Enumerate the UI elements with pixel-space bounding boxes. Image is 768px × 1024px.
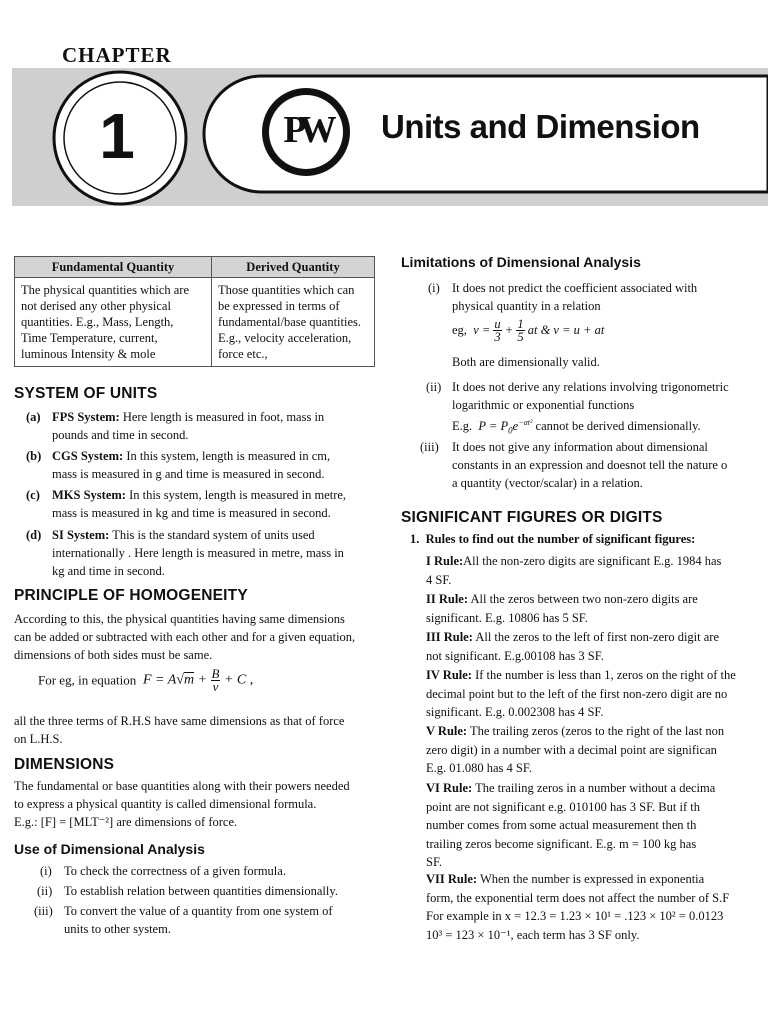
- para-line: to express a physical quantity is called dimensional formula.: [14, 797, 317, 811]
- item-name: MKS System:: [52, 488, 126, 502]
- item-text: internationally . Here length is measured in metre, mass in: [52, 546, 344, 560]
- cell-line: The physical quantities which are: [21, 283, 189, 297]
- homogeneity-conclusion: [14, 712, 384, 748]
- item-text: units to other system.: [64, 922, 171, 936]
- rule-name: V Rule:: [426, 724, 468, 738]
- item-text: constants in an expression and doesnot tell the nature o: [452, 458, 728, 472]
- para-line: dimensions of both sides must be same.: [14, 648, 213, 662]
- item-label: (c): [26, 488, 40, 502]
- item-text: physical quantity in a relation: [452, 299, 601, 313]
- item-name: CGS System:: [52, 449, 124, 463]
- cell-line: luminous Intensity & mole: [21, 347, 156, 361]
- item-text: To check the correctness of a given formula.: [64, 864, 286, 878]
- item-text: It does not derive any relations involving trigonometric: [452, 380, 729, 394]
- rule-text: form, the exponential term does not affect the number of S.F: [426, 890, 730, 905]
- rule-text: decimal point but to the left of the first non-zero digit are no: [426, 686, 728, 701]
- rule-text: SF.: [426, 855, 443, 869]
- chapter-number: 1: [99, 100, 135, 172]
- equation-prefix: For eg, in equation: [38, 672, 137, 688]
- rule-item: [426, 666, 768, 722]
- rule-item: [426, 552, 768, 589]
- use-of-analysis-heading: Use of Dimensional Analysis: [14, 841, 205, 857]
- para-line: all the three terms of R.H.S have same dimensions as that of force: [14, 714, 345, 728]
- item-text: To establish relation between quantities dimensionally.: [64, 884, 338, 898]
- rule-text: For example in x = 12.3 = 1.23 × 10¹ = .123 × 10² = 0.0123: [426, 909, 724, 923]
- item-text: This is the standard system of units used: [112, 528, 315, 542]
- rule-text: point are not significant e.g. 010100 has 3 SF. But if th: [426, 799, 700, 814]
- cell-line: fundamental/base quantities.: [218, 315, 362, 329]
- rule-item: [426, 870, 768, 944]
- item-label: (b): [26, 449, 42, 463]
- rule-text: All the zeros to the left of first non-zero digit are: [475, 630, 719, 644]
- item-label: (ii): [426, 380, 442, 394]
- rule-name: II Rule:: [426, 592, 469, 606]
- rule-item: [426, 590, 768, 627]
- table-cell-derived: [212, 278, 375, 367]
- item-text: pounds and time in second.: [52, 428, 189, 442]
- cell-line: quantities. E.g., Mass, Length,: [21, 315, 174, 329]
- cell-line: Those quantities which can: [218, 283, 355, 297]
- limitations-heading: Limitations of Dimensional Analysis: [401, 254, 641, 270]
- rule-item: [426, 779, 768, 872]
- list-item: [424, 279, 768, 315]
- rule-text: number comes from some actual measurement then th: [426, 818, 697, 832]
- item-label: (i): [40, 864, 52, 878]
- rule-text: The trailing zeros (zeros to the right of the last non: [470, 724, 725, 738]
- item-text: mass is measured in g and time is measured in second.: [52, 467, 325, 481]
- list-item: [420, 438, 768, 492]
- table-header-fundamental: Fundamental Quantity: [15, 257, 212, 278]
- rule-name: III Rule:: [426, 630, 473, 644]
- cell-line: Time Temperature, current,: [21, 331, 158, 345]
- rule-text: 4 SF.: [426, 572, 452, 587]
- para-line: E.g.: [F] = [MLT⁻²] are dimensions of force.: [14, 815, 238, 829]
- pw-logo-text: PW: [283, 109, 329, 151]
- item-text: It does not predict the coefficient associated with: [452, 281, 698, 295]
- rule-text: zero digit) in a number with a decimal point are significan: [426, 742, 717, 757]
- limitation-note: Both are dimensionally valid.: [452, 355, 600, 369]
- rule-text: 10³ = 123 × 10⁻¹, each term has 3 SF only.: [426, 927, 640, 942]
- item-text: mass is measured in kg and time is measured in second.: [52, 506, 331, 520]
- table-header-derived: Derived Quantity: [212, 257, 375, 278]
- rule-text: The trailing zeros in a number without a decima: [475, 781, 716, 795]
- homogeneity-heading: PRINCIPLE OF HOMOGENEITY: [14, 587, 248, 604]
- item-text: Here length is measured in foot, mass in: [122, 410, 325, 424]
- rule-name: IV Rule:: [426, 668, 472, 682]
- item-label: (d): [26, 528, 42, 542]
- list-item: [26, 486, 378, 522]
- list-item: [26, 447, 378, 483]
- item-label: (i): [428, 281, 440, 295]
- rule-name: VII Rule:: [426, 872, 478, 886]
- rule-item: [426, 722, 768, 778]
- cell-line: E.g., velocity acceleration,: [218, 331, 352, 345]
- para-line: can be added or subtracted with each other and for a given equation,: [14, 630, 356, 644]
- item-name: SI System:: [52, 528, 110, 542]
- rule-text: trailing zeros become significant. E.g. m = 100 kg has: [426, 836, 697, 851]
- rule-text: significant. E.g. 0.002308 has 4 SF.: [426, 705, 604, 719]
- equation-suffix: at & v = u + at: [527, 323, 605, 337]
- item-text: a quantity (vector/scalar) in a relation.: [452, 476, 643, 490]
- rule-item: [426, 628, 768, 665]
- item-text: logarithmic or exponential functions: [452, 398, 635, 412]
- intro-text: Rules to find out the number of significant figures:: [425, 532, 696, 546]
- item-label: (a): [26, 410, 41, 424]
- rule-text: All the zeros between two non-zero digits are: [470, 592, 698, 606]
- rule-text: All the non-zero digits are significant E.g. 1984 has: [463, 554, 722, 568]
- cell-line: force etc.,: [218, 347, 268, 361]
- item-label: (iii): [420, 440, 439, 454]
- significant-figures-heading: SIGNIFICANT FIGURES OR DIGITS: [401, 509, 663, 526]
- para-line: on L.H.S.: [14, 732, 63, 746]
- homogeneity-equation: For eg, in equation F = A√m + $\frac{B}{v}$ + C ,: [38, 666, 254, 694]
- example-prefix: E.g.: [452, 419, 473, 434]
- table-header-row: [15, 257, 375, 278]
- item-label: (ii): [37, 884, 53, 898]
- intro-number: 1.: [410, 532, 420, 546]
- rule-text: significant. E.g. 10806 has 5 SF.: [426, 610, 588, 625]
- system-of-units-heading: SYSTEM OF UNITS: [14, 385, 158, 402]
- cell-line: not derised any other physical: [21, 299, 171, 313]
- dimensions-paragraph: [14, 777, 384, 831]
- item-name: FPS System:: [52, 410, 120, 424]
- table-cell-fundamental: [15, 278, 212, 367]
- rule-name: VI Rule:: [426, 781, 473, 795]
- item-text: In this system, length is measured in metre,: [129, 488, 347, 502]
- item-label: (iii): [34, 904, 53, 918]
- para-line: The fundamental or base quantities along with their powers needed: [14, 779, 350, 793]
- para-line: According to this, the physical quantities having same dimensions: [14, 612, 345, 626]
- rule-text: If the number is less than 1, zeros on the right of the: [475, 668, 736, 682]
- item-text: To convert the value of a quantity from one system of: [64, 904, 333, 918]
- chapter-label: CHAPTER: [62, 43, 172, 67]
- item-text: kg and time in second.: [52, 564, 165, 578]
- example-suffix: cannot be derived dimensionally.: [535, 419, 701, 434]
- table-row: [15, 278, 375, 367]
- significant-rules-intro: [410, 532, 695, 547]
- list-item: [34, 902, 380, 938]
- cell-line: be expressed in terms of: [218, 299, 340, 313]
- list-item: [34, 882, 380, 900]
- rule-text: E.g. 01.080 has 4 SF.: [426, 761, 532, 775]
- homogeneity-paragraph: [14, 610, 384, 664]
- rule-name: I Rule:: [426, 554, 464, 568]
- list-item: [26, 526, 378, 580]
- item-text: In this system, length is measured in cm,: [126, 449, 331, 463]
- list-item: (ii) It does not derive any relations involving trigonometric logarithmic or exponential functions E.g. $P = P_0e^{-\alpha t^2}$ cannot be derived dimensionally.: [424, 378, 768, 440]
- rule-text: not significant. E.g.00108 has 3 SF.: [426, 648, 604, 663]
- equation-prefix: eg,: [452, 323, 467, 337]
- list-item: [34, 862, 380, 880]
- quantity-table: [14, 256, 375, 367]
- dimensions-heading: DIMENSIONS: [14, 756, 115, 773]
- item-text: It does not give any information about dimensional: [452, 440, 708, 454]
- limitation-equation: eg, v = $\frac{u}{3}$ + $\frac{1}{5}$ at & v = u + at: [452, 317, 605, 344]
- page-title: Units and Dimension: [381, 108, 700, 145]
- rule-text: When the number is expressed in exponentia: [479, 872, 705, 886]
- list-item: [26, 408, 378, 444]
